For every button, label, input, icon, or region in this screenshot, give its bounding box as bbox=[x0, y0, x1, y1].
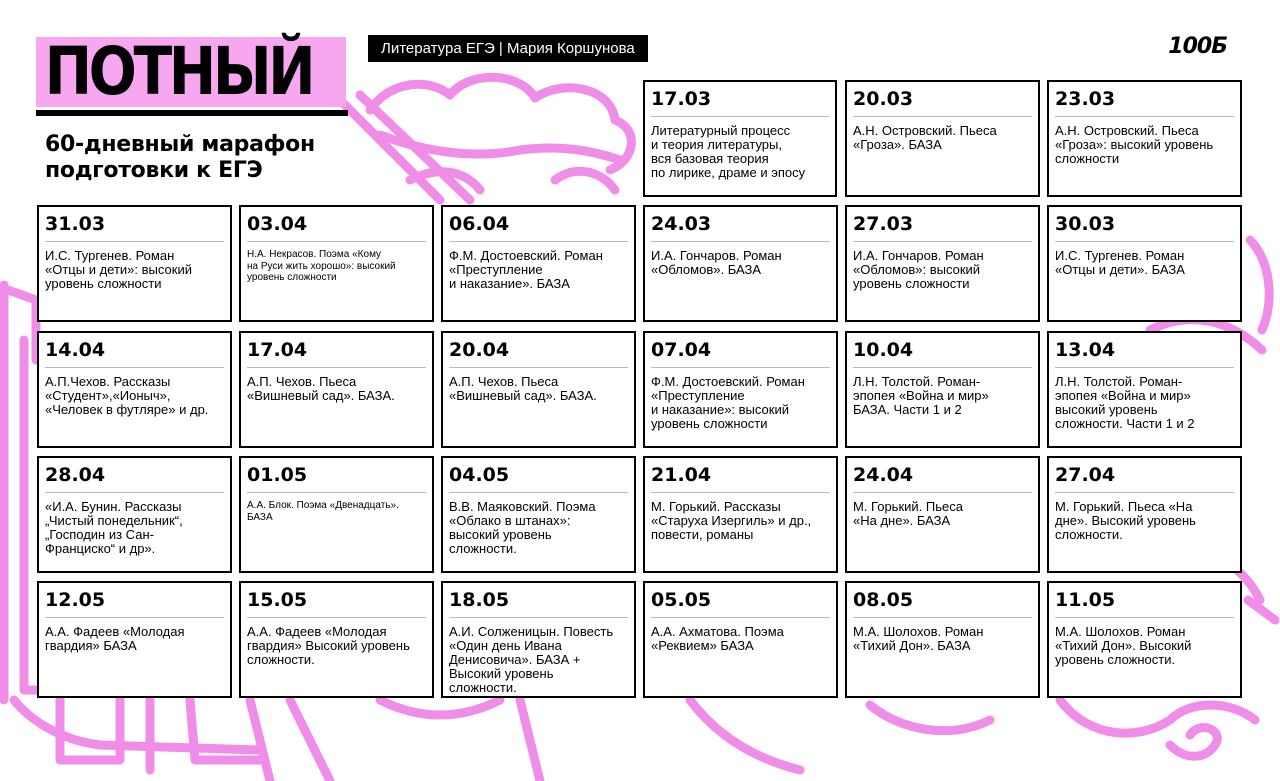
card-date: 23.03 bbox=[1055, 88, 1116, 110]
schedule-card bbox=[1047, 581, 1242, 698]
card-date: 21.04 bbox=[651, 464, 712, 486]
card-text: М. Горький. Рассказы «Старуха Изергиль» и др., повести, романы bbox=[651, 500, 812, 542]
card-date: 24.04 bbox=[853, 464, 914, 486]
card-divider bbox=[247, 367, 426, 368]
card-text: А.П. Чехов. Пьеса «Вишневый сад». БАЗА. bbox=[247, 375, 395, 403]
card-date: 06.04 bbox=[449, 213, 510, 235]
card-date: 15.05 bbox=[247, 589, 308, 611]
schedule-card bbox=[845, 331, 1040, 448]
card-text: М. Горький. Пьеса «На дне». БАЗА bbox=[853, 500, 963, 528]
schedule-card bbox=[239, 456, 434, 573]
card-date: 20.04 bbox=[449, 339, 510, 361]
card-date: 20.03 bbox=[853, 88, 914, 110]
card-text: А.П.Чехов. Рассказы «Студент»,«Ионыч», «Человек в футляре» и др. bbox=[45, 375, 209, 417]
schedule-card bbox=[643, 80, 837, 197]
card-text: А.И. Солженицын. Повесть «Один день Ивана Денисовича». БАЗА + Высокий уровень сложности. bbox=[449, 625, 614, 695]
schedule-card bbox=[441, 456, 636, 573]
card-text: И.А. Гончаров. Роман «Обломов». БАЗА bbox=[651, 249, 782, 277]
card-text: М.А. Шолохов. Роман «Тихий Дон». БАЗА bbox=[853, 625, 984, 653]
schedule-card bbox=[37, 331, 232, 448]
card-text: Ф.М. Достоевский. Роман «Преступление и наказание». БАЗА bbox=[449, 249, 603, 291]
title-underline bbox=[36, 110, 348, 116]
page-subtitle bbox=[45, 132, 315, 184]
card-divider bbox=[651, 367, 830, 368]
schedule-card bbox=[845, 205, 1040, 322]
card-date: 08.05 bbox=[853, 589, 914, 611]
card-date: 11.05 bbox=[1055, 589, 1116, 611]
card-date: 04.05 bbox=[449, 464, 510, 486]
card-divider bbox=[651, 617, 830, 618]
card-divider bbox=[1055, 241, 1234, 242]
card-divider bbox=[449, 367, 628, 368]
card-divider bbox=[45, 492, 224, 493]
schedule-card bbox=[441, 331, 636, 448]
card-date: 03.04 bbox=[247, 213, 308, 235]
card-date: 13.04 bbox=[1055, 339, 1116, 361]
card-text: М. Горький. Пьеса «На дне». Высокий уровень сложности. bbox=[1055, 500, 1196, 542]
card-divider bbox=[1055, 617, 1234, 618]
card-divider bbox=[651, 116, 829, 117]
card-divider bbox=[449, 492, 628, 493]
card-text: А.А. Блок. Поэма «Двенадцать». БАЗА bbox=[247, 500, 399, 523]
card-divider bbox=[651, 492, 830, 493]
card-divider bbox=[853, 116, 1032, 117]
card-date: 17.04 bbox=[247, 339, 308, 361]
card-text: А.Н. Островский. Пьеса «Гроза». БАЗА bbox=[853, 124, 997, 152]
schedule-card bbox=[441, 581, 636, 698]
card-text: И.С. Тургенев. Роман «Отцы и дети»: высокий уровень сложности bbox=[45, 249, 192, 291]
schedule-card bbox=[239, 581, 434, 698]
schedule-card bbox=[845, 80, 1040, 197]
card-divider bbox=[45, 241, 224, 242]
card-date: 12.05 bbox=[45, 589, 106, 611]
schedule-card bbox=[643, 205, 838, 322]
card-divider bbox=[1055, 367, 1234, 368]
schedule-card bbox=[37, 581, 232, 698]
card-date: 28.04 bbox=[45, 464, 106, 486]
card-date: 14.04 bbox=[45, 339, 106, 361]
card-text: Литературный процесс и теория литературы, вся базовая теория по лирике, драме и эпосу bbox=[651, 124, 806, 180]
card-text: А.П. Чехов. Пьеса «Вишневый сад». БАЗА. bbox=[449, 375, 597, 403]
schedule-card bbox=[1047, 331, 1242, 448]
card-text: Ф.М. Достоевский. Роман «Преступление и наказание»: высокий уровень сложности bbox=[651, 375, 805, 431]
card-text: М.А. Шолохов. Роман «Тихий Дон». Высокий уровень сложности. bbox=[1055, 625, 1192, 667]
card-date: 07.04 bbox=[651, 339, 712, 361]
page-title: ПОТНЫЙ bbox=[44, 33, 313, 110]
card-divider bbox=[247, 617, 426, 618]
card-text: И.А. Гончаров. Роман «Обломов»: высокий уровень сложности bbox=[853, 249, 984, 291]
card-divider bbox=[247, 241, 426, 242]
card-date: 10.04 bbox=[853, 339, 914, 361]
brand-logo: 100Б bbox=[1168, 34, 1227, 59]
card-text: И.С. Тургенев. Роман «Отцы и дети». БАЗА bbox=[1055, 249, 1185, 277]
card-text: «И.А. Бунин. Рассказы „Чистый понедельник“, „Господин из Сан- Франциско“ и др». bbox=[45, 500, 183, 556]
card-divider bbox=[247, 492, 426, 493]
card-text: В.В. Маяковский. Поэма «Облако в штанах»: высокий уровень сложности. bbox=[449, 500, 596, 556]
card-date: 05.05 bbox=[651, 589, 712, 611]
card-text: А.Н. Островский. Пьеса «Гроза»: высокий уровень сложности bbox=[1055, 124, 1214, 166]
card-date: 27.03 bbox=[853, 213, 914, 235]
card-date: 31.03 bbox=[45, 213, 106, 235]
schedule-card bbox=[845, 581, 1040, 698]
card-divider bbox=[853, 241, 1032, 242]
card-divider bbox=[853, 367, 1032, 368]
schedule-card bbox=[239, 205, 434, 322]
card-divider bbox=[853, 492, 1032, 493]
card-text: Л.Н. Толстой. Роман- эпопея «Война и мир» БАЗА. Части 1 и 2 bbox=[853, 375, 989, 417]
card-divider bbox=[449, 241, 628, 242]
card-text: Н.А. Некрасов. Поэма «Кому на Руси жить хорошо»: высокий уровень сложности bbox=[247, 249, 396, 283]
card-divider bbox=[853, 617, 1032, 618]
course-tag: Литература ЕГЭ | Мария Коршунова bbox=[368, 35, 648, 62]
card-date: 01.05 bbox=[247, 464, 308, 486]
card-date: 17.03 bbox=[651, 88, 712, 110]
card-text: Л.Н. Толстой. Роман- эпопея «Война и мир» высокий уровень сложности. Части 1 и 2 bbox=[1055, 375, 1195, 431]
card-date: 30.03 bbox=[1055, 213, 1116, 235]
card-date: 27.04 bbox=[1055, 464, 1116, 486]
card-divider bbox=[45, 617, 224, 618]
card-date: 24.03 bbox=[651, 213, 712, 235]
schedule-card bbox=[37, 456, 232, 573]
card-text: А.А. Фадеев «Молодая гвардия» Высокий уровень сложности. bbox=[247, 625, 410, 667]
schedule-card bbox=[1047, 456, 1242, 573]
schedule-card bbox=[845, 456, 1040, 573]
schedule-card bbox=[643, 581, 838, 698]
card-divider bbox=[1055, 492, 1234, 493]
schedule-card bbox=[37, 205, 232, 322]
card-text: А.А. Фадеев «Молодая гвардия» БАЗА bbox=[45, 625, 185, 653]
schedule-card bbox=[239, 331, 434, 448]
schedule-card bbox=[643, 331, 838, 448]
schedule-card bbox=[1047, 80, 1242, 197]
schedule-card bbox=[643, 456, 838, 573]
schedule-card bbox=[441, 205, 636, 322]
card-date: 18.05 bbox=[449, 589, 510, 611]
card-divider bbox=[651, 241, 830, 242]
card-divider bbox=[45, 367, 224, 368]
card-text: А.А. Ахматова. Поэма «Реквием» БАЗА bbox=[651, 625, 784, 653]
subtitle-text: 60-дневный марафон подготовки к ЕГЭ bbox=[45, 132, 315, 183]
schedule-card bbox=[1047, 205, 1242, 322]
card-divider bbox=[449, 617, 628, 618]
marathon-title-block bbox=[36, 34, 357, 110]
card-divider bbox=[1055, 116, 1234, 117]
